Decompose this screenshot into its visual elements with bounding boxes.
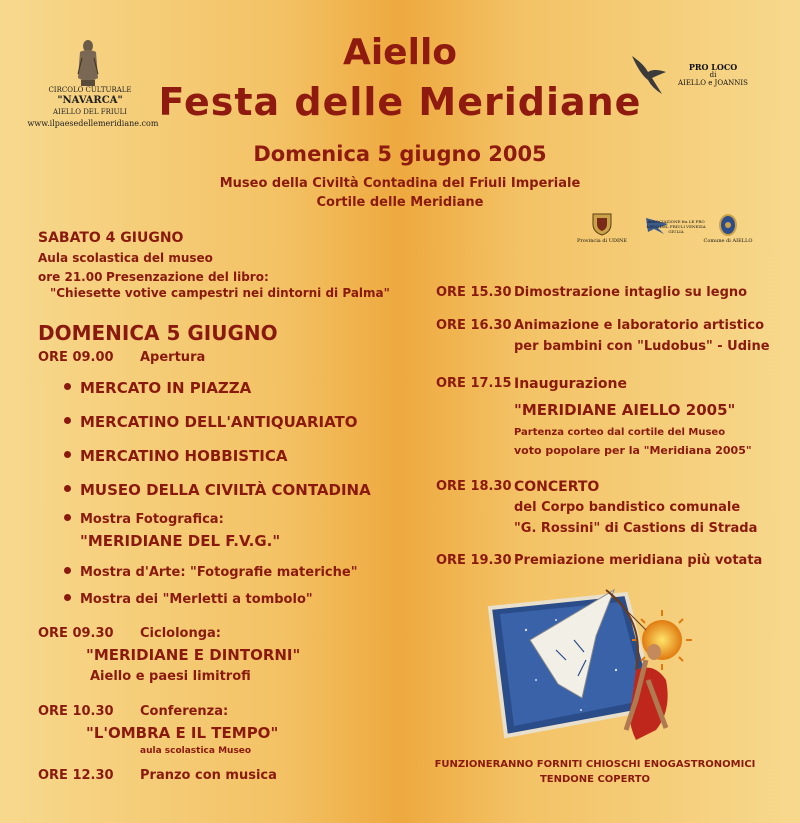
navarca-label-3: AIELLO DEL FRIULI xyxy=(53,108,127,116)
event-1630-line2: per bambini con "Ludobus" - Udine xyxy=(514,339,770,354)
time-1715: ORE 17.15 xyxy=(436,376,512,391)
mostra-foto-title: "MERIDIANE DEL F.V.G." xyxy=(80,532,281,550)
sunday-heading: DOMENICA 5 GIUGNO xyxy=(38,321,278,345)
bullet-icon xyxy=(64,514,71,521)
venue-line-2: Cortile delle Meridiane xyxy=(316,195,484,210)
title-aiello: Aiello xyxy=(342,32,458,73)
saturday-place: Aula scolastica del museo xyxy=(38,251,213,265)
navarca-label-1: CIRCOLO CULTURALE xyxy=(48,86,132,94)
event-date: Domenica 5 giugno 2005 xyxy=(253,142,547,166)
saturday-time: ore 21.00 xyxy=(38,270,103,284)
list-item: MERCATINO DELL'ANTIQUARIATO xyxy=(64,413,358,431)
sponsor-label-provincia: Provincia di UDINE xyxy=(577,238,627,244)
time-1230: ORE 12.30 xyxy=(38,768,114,783)
conferenza-label: Conferenza: xyxy=(140,704,229,719)
footer-line-1: FUNZIONERANNO FORNITI CHIOSCHI ENOGASTRONOMICI xyxy=(434,759,756,770)
bullet-icon xyxy=(64,451,71,458)
navarca-label-2: "NAVARCA" xyxy=(57,95,123,106)
event-1830-line2: del Corpo bandistico comunale xyxy=(514,500,741,515)
event-1715-line4: voto popolare per la "Meridiana 2005" xyxy=(514,444,752,457)
list-item: MUSEO DELLA CIVILTÀ CONTADINA xyxy=(64,481,371,499)
bullet-icon xyxy=(64,485,71,492)
event-1530: Dimostrazione intaglio su legno xyxy=(514,285,748,300)
bullet-icon xyxy=(64,383,71,390)
conferenza-title: "L'OMBRA E IL TEMPO" xyxy=(86,724,279,742)
time-1930: ORE 19.30 xyxy=(436,553,512,568)
event-1830-line1: CONCERTO xyxy=(514,479,600,495)
sundial-archer-illustration xyxy=(486,580,696,750)
bird-icon xyxy=(628,50,670,96)
event-1630-line1: Animazione e laboratorio artistico xyxy=(514,318,765,333)
conferenza-sub: aula scolastica Museo xyxy=(140,746,252,756)
footer-line-2: TENDONE COPERTO xyxy=(539,774,651,785)
venue-line-1: Museo della Civiltà Contadina del Friuli Imperiale xyxy=(219,176,581,191)
saturday-event: Presenzazione del libro: xyxy=(106,270,269,284)
ciclolonga-label: Ciclolonga: xyxy=(140,626,222,641)
sponsor-label-association: ASSOCIAZIONE fra LE PRO LOCO DEL FRIULI VENEZIA GIULIA xyxy=(646,219,706,234)
apertura-label: Apertura xyxy=(140,350,206,365)
provincia-udine-crest-icon xyxy=(591,212,613,236)
time-1030: ORE 10.30 xyxy=(38,704,114,719)
time-0900: ORE 09.00 xyxy=(38,350,114,365)
saturday-book: "Chiesette votive campestri nei dintorni di Palma" xyxy=(50,286,390,300)
proloco-label-2: di xyxy=(709,71,717,79)
event-1715-line1: Inaugurazione xyxy=(514,376,627,392)
bullet-icon xyxy=(64,594,71,601)
list-item: Mostra d'Arte: "Fotografie materiche" xyxy=(64,565,357,580)
comune-aiello-crest-icon xyxy=(718,213,738,237)
time-0930: ORE 09.30 xyxy=(38,626,114,641)
website-link[interactable]: www.ilpaesedellemeridiane.com xyxy=(27,119,159,128)
list-item: MERCATO IN PIAZZA xyxy=(64,379,251,397)
time-1630: ORE 16.30 xyxy=(436,318,512,333)
event-1930: Premiazione meridiana più votata xyxy=(514,553,763,568)
bullet-icon xyxy=(64,567,71,574)
list-item: Mostra Fotografica: xyxy=(64,512,224,527)
ciclolonga-sub: Aiello e paesi limitrofi xyxy=(90,669,251,684)
event-1715-line3: Partenza corteo dal cortile del Museo xyxy=(514,427,726,438)
time-1830: ORE 18.30 xyxy=(436,479,512,494)
navarca-statue-icon xyxy=(68,38,108,88)
sponsor-label-comune: Comune di AIELLO xyxy=(703,238,753,244)
proloco-label-1: PRO LOCO xyxy=(688,62,738,72)
time-1530: ORE 15.30 xyxy=(436,285,512,300)
saturday-heading: SABATO 4 GIUGNO xyxy=(38,230,184,246)
proloco-label-3: AIELLO e JOANNIS xyxy=(678,79,748,87)
list-item: MERCATINO HOBBISTICA xyxy=(64,447,288,465)
ciclolonga-title: "MERIDIANE E DINTORNI" xyxy=(86,646,301,664)
event-1715-title: "MERIDIANE AIELLO 2005" xyxy=(514,401,736,419)
event-1830-line3: "G. Rossini" di Castions di Strada xyxy=(514,521,758,536)
page-title: Festa delle Meridiane xyxy=(158,80,642,124)
bullet-icon xyxy=(64,417,71,424)
pranzo-label: Pranzo con musica xyxy=(140,768,277,783)
list-item: Mostra dei "Merletti a tombolo" xyxy=(64,592,313,607)
